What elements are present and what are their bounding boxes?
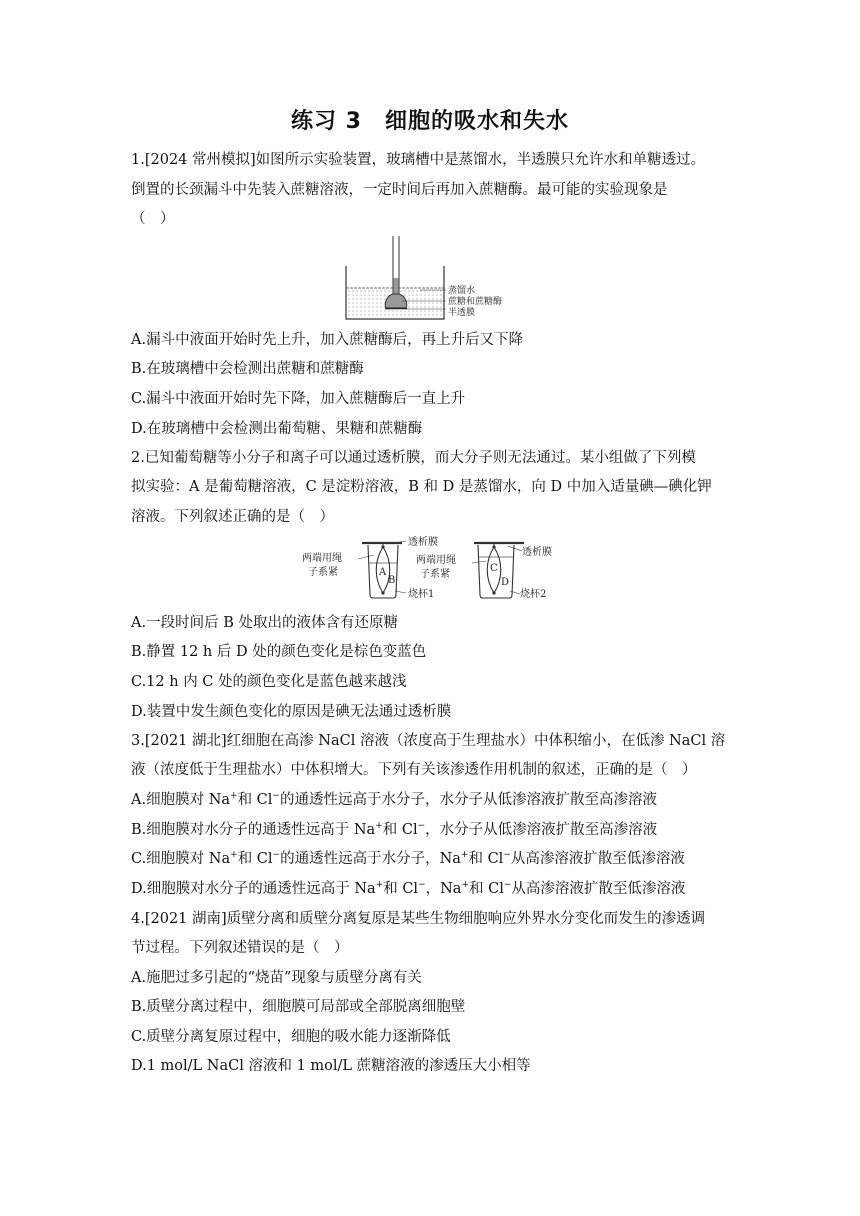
q3-stem-line-1: 3.[2021 湖北]红细胞在高渗 NaCl 溶液（浓度高于生理盐水）中体积缩小，在低渗 NaCl 溶	[131, 733, 726, 749]
q2-label-membrane-2: 透析膜	[522, 547, 552, 558]
q2-label-a: A	[379, 567, 387, 578]
page-title: 练习 3 细胞的吸水和失水	[291, 109, 569, 134]
q1-stem-line-1: 1.[2024 常州模拟]如图所示实验装置，玻璃槽中是蒸馏水，半透膜只允许水和单糖透过。	[131, 152, 706, 168]
q1-option-a: A.漏斗中液面开始时先上升，加入蔗糖酶后，再上升后又下降	[131, 332, 524, 348]
q1-option-b: B.在玻璃槽中会检测出蔗糖和蔗糖酶	[131, 361, 364, 377]
q4-option-a: A.施肥过多引起的“烧苗”现象与质壁分离有关	[131, 970, 422, 986]
q1-stem-line-2: 倒置的长颈漏斗中先装入蔗糖溶液，一定时间后再加入蔗糖酶。最可能的实验现象是	[131, 182, 668, 198]
q1-option-c: C.漏斗中液面开始时先下降，加入蔗糖酶后一直上升	[131, 391, 466, 407]
q2-label-membrane-1: 透析膜	[408, 537, 438, 548]
q2-label-rope-1b: 子系紧	[308, 567, 338, 578]
q4-stem-line-1: 4.[2021 湖南]质壁分离和质壁分离复原是某些生物细胞响应外界水分变化而发生的渗透调	[131, 911, 706, 927]
q1-label-sucrose-enzyme: 蔗糖和蔗糖酶	[448, 297, 503, 307]
q4-option-b: B.质壁分离过程中，细胞膜可局部或全部脱离细胞壁	[131, 999, 466, 1015]
q1-stem-line-3: （ ）	[131, 211, 175, 227]
q2-stem-line-1: 2.已知葡萄糖等小分子和离子可以通过透析膜，而大分子则无法通过。某小组做了下列模	[131, 450, 696, 466]
q2-label-beaker-2: 烧杯2	[520, 589, 547, 600]
q2-label-b: B	[388, 575, 396, 586]
q2-label-rope-2a: 两端用绳	[416, 555, 456, 566]
q4-option-c: C.质壁分离复原过程中，细胞的吸水能力逐渐降低	[131, 1029, 451, 1045]
q2-option-c: C.12 h 内 C 处的颜色变化是蓝色越来越浅	[131, 674, 407, 690]
q3-option-b: B.细胞膜对水分子的通透性远高于 Na+和 Cl−，水分子从低渗溶液扩散至高渗溶液	[131, 821, 658, 838]
q2-option-a: A.一段时间后 B 处取出的液体含有还原糖	[131, 615, 398, 631]
q3-option-a: A.细胞膜对 Na+和 Cl−的通透性远高于水分子，水分子从低渗溶液扩散至高渗溶液	[131, 791, 657, 808]
q3-stem-line-2: 液（浓度低于生理盐水）中体积增大。下列有关该渗透作用机制的叙述，正确的是（ ）	[131, 762, 697, 778]
q1-label-membrane: 半透膜	[448, 308, 476, 318]
q1-label-distilled-water: 蒸馏水	[448, 286, 476, 296]
q2-stem-line-2: 拟实验：A 是葡萄糖溶液，C 是淀粉溶液，B 和 D 是蒸馏水，向 D 中加入适量碘—碘化钾	[131, 479, 712, 495]
q1-figure-osmosis-apparatus	[340, 234, 530, 324]
q2-label-c: C	[490, 563, 498, 574]
q3-option-c: C.细胞膜对 Na+和 Cl−的通透性远高于水分子，Na+和 Cl−从高渗溶液扩散至低渗溶液	[131, 850, 685, 867]
q1-option-d: D.在玻璃槽中会检测出葡萄糖、果糖和蔗糖酶	[131, 421, 423, 437]
q4-option-d: D.1 mol/L NaCl 溶液和 1 mol/L 蔗糖溶液的渗透压大小相等	[131, 1058, 531, 1074]
q2-figure-dialysis-setup	[300, 533, 560, 603]
q2-label-rope-2b: 子系紧	[420, 569, 450, 580]
q2-label-d: D	[501, 577, 510, 588]
q2-option-b: B.静置 12 h 后 D 处的颜色变化是棕色变蓝色	[131, 644, 427, 660]
q2-label-rope-1a: 两端用绳	[302, 553, 342, 564]
q2-option-d: D.装置中发生颜色变化的原因是碘无法通过透析膜	[131, 704, 452, 720]
q3-option-d: D.细胞膜对水分子的通透性远高于 Na+和 Cl−，Na+和 Cl−从高渗溶液扩散至低渗溶液	[131, 880, 686, 897]
q2-label-beaker-1: 烧杯1	[408, 589, 435, 600]
q4-stem-line-2: 节过程。下列叙述错误的是（ ）	[131, 940, 349, 956]
q2-stem-line-3: 溶液。下列叙述正确的是（ ）	[131, 509, 334, 525]
